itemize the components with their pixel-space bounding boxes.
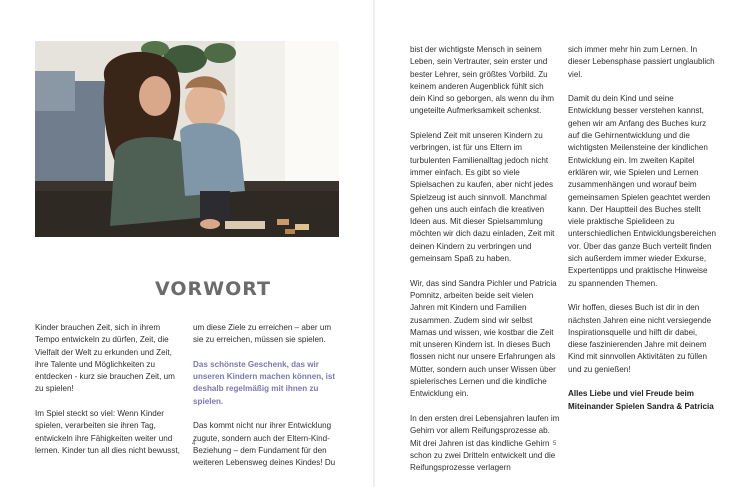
right-column-1 — [410, 44, 560, 487]
paragraph: Im Spiel steckt so viel: Wenn Kinder spielen, verarbeiten sie ihren Tag, entwickeln ihre Fähigkeiten weiter und lernen. Kinder tun all dies nicht bewusst, — [35, 409, 180, 455]
paragraph: sich immer mehr hin zum Lernen. In dieser Lebensphase passiert unglaublich viel. — [568, 45, 715, 79]
left-column-2 — [193, 322, 341, 482]
paragraph: bist der wichtigste Mensch in seinem Leben, sein Vertrauter, sein erster und bester Lehrer, sein größtes Vorbild. Zu keinem anderen Augenblick fühlt sich dein Kind so geborgen, als wenn du ihm ungeteilte Aufmerksamkeit schenkst. — [410, 45, 554, 116]
paragraph: um diese Ziele zu erreichen – aber um sie zu erreichen, müssen sie spielen. — [193, 323, 332, 345]
paragraph: Spielend Zeit mit unseren Kindern zu verbringen, ist für uns Eltern im turbulenten Familienalltag jedoch nicht immer einfach. Es gibt so viele Spielsachen zu kaufen, aber nicht jedes Spielzeug ist auch sinnvoll. Manchmal gehen uns auch einfach die kreativen Ideen aus. Mit dieser Spielsammlung möchten wir dich dazu einladen, Zeit mit deinen Kindern zu verbringen und gemeinsam Spaß zu haben. — [410, 131, 555, 264]
right-column-2 — [568, 44, 718, 425]
paragraph: Kinder brauchen Zeit, sich in ihrem Tempo entwickeln zu dürfen, Zeit, die Vielfalt der Welt zu erkunden und Zeit, ihre Talente und Möglichkeiten zu entdecken - kurz sie brauchen Zeit, um zu spielen! — [35, 323, 175, 394]
paragraph: Das kommt nicht nur ihrer Entwicklung zugute, sondern auch der Eltern-Kind-Beziehung – dem Fundament für den weiteren Lebensweg deines Kindes! Du — [193, 421, 336, 468]
left-page — [0, 0, 374, 487]
mother-child-photo — [35, 41, 339, 237]
signature: Alles Liebe und viel Freude beim Miteinander Spielen Sandra & Patricia — [568, 389, 714, 411]
page-number: 4 — [192, 441, 196, 447]
highlight-quote: Das schönste Geschenk, das wir unseren Kindern machen können, ist deshalb regelmäßig mit ihnen zu spielen. — [193, 359, 336, 406]
paragraph: Wir hoffen, dieses Buch ist dir in den nächsten Jahren eine nicht versiegende Inspirationsquelle und hilft dir dabei, diese faszinierenden Jahre mit deinem Kind mit sinnvollen Aktivitäten zu füllen und zu genießen! — [568, 303, 712, 374]
left-column-1 — [35, 322, 185, 470]
paragraph: Damit du dein Kind und seine Entwicklung besser verstehen kannst, gehen wir am Anfang des Buches kurz auf die Gehirnentwicklung und die wichtigsten Meilensteine der kindlichen Entwicklung ein. Im zweiten Kapitel erklären wir, wie Spielen und Lernen zusammenhängen und worauf beim gemeinsamen Spielen geachtet werden kann. Der Hauptteil des Buches stellt viele praktische Spielideen zu unterschiedlichen Entwicklungsbereichen vor. Über das ganze Buch verteilt finden sich außerdem immer wieder Exkurse, Expertentipps und praktische Hinweise zu spannenden Themen. — [568, 94, 717, 288]
paragraph: Wir, das sind Sandra Pichler und Patricia Pomnitz, arbeiten beide seit vielen Jahren mit Kindern und Familien zusammen. Zudem sind wir selbst Mamas und wissen, wie kostbar die Zeit mit unseren Kindern ist. In dieses Buch flossen nicht nur unsere Erfahrungen als Mütter, sondern auch unser Wissen über spielerisches Lernen und die kindliche Entwicklung ein. — [410, 278, 557, 399]
paragraph: In den ersten drei Lebensjahren laufen im Gehirn vor allem Reifungsprozesse ab. Mit drei Jahren ist das kindliche Gehirn schon zu zwei Dritteln entwickelt und die Reifungsprozesse verlagern — [410, 413, 560, 473]
page-title: VORWORT — [155, 278, 271, 300]
page-number: 5 — [553, 441, 557, 447]
